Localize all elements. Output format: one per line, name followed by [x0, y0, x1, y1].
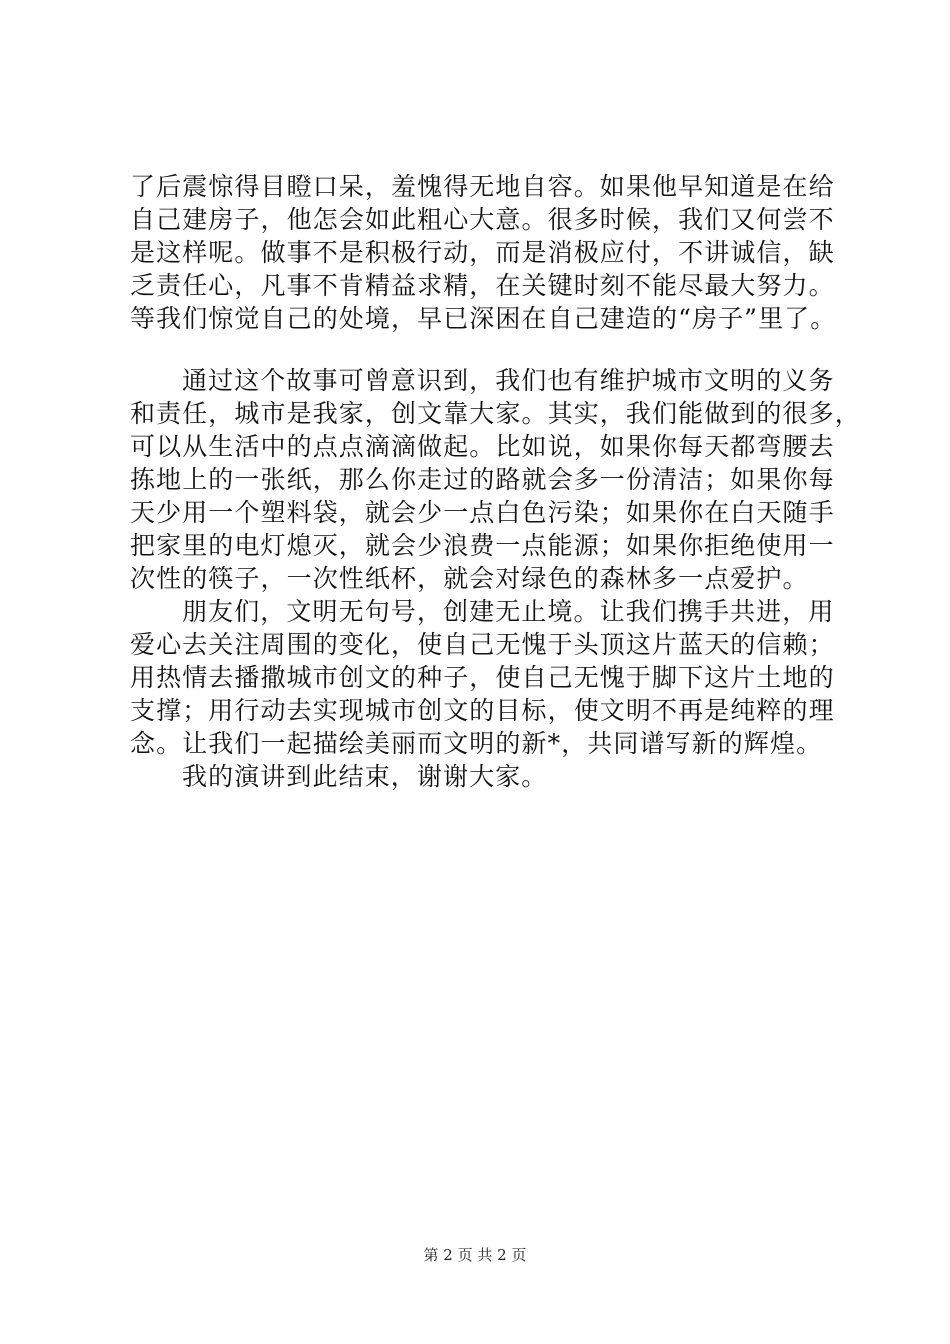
paragraph-story-ending: [130, 170, 837, 335]
text-line: 用热情去播撒城市创文的种子，使自己无愧于脚下这片土地的: [130, 663, 835, 692]
text-line: 等我们惊觉自己的处境，早已深困在自己建造的“房子”里了。: [130, 304, 837, 333]
text-line: 次性的筷子，一次性纸杯，就会对绿色的森林多一点爱护。: [130, 564, 809, 593]
text-line: 了后震惊得目瞪口呆，羞愧得无地自容。如果他早知道是在给: [130, 172, 835, 201]
paragraph-spacer: [130, 335, 830, 364]
text-line: 我的演讲到此结束，谢谢大家。: [182, 762, 548, 791]
document-body: [130, 170, 861, 793]
text-line: 自己建房子，他怎会如此粗心大意。很多时候，我们又何尝不: [130, 205, 835, 234]
text-line: 把家里的电灯熄灭，就会少浪费一点能源；如果你拒绝使用一: [130, 531, 835, 560]
text-line: 念。让我们一起描绘美丽而文明的新*，共同谱写新的辉煌。: [130, 729, 823, 758]
text-line: 爱心去关注周围的变化，使自己无愧于头顶这片蓝天的信赖；: [130, 630, 835, 659]
text-line: 拣地上的一张纸，那么你走过的路就会多一份清洁；如果你每: [130, 465, 835, 494]
text-line: 是这样呢。做事不是积极行动，而是消极应付，不讲诚信，缺: [130, 238, 835, 267]
text-line: 支撑；用行动去实现城市创文的目标，使文明不再是纯粹的理: [130, 696, 835, 725]
text-line: 和责任，城市是我家，创文靠大家。其实，我们能做到的很多，: [130, 399, 861, 428]
text-line: 乏责任心，凡事不肯精益求精，在关键时刻不能尽最大努力。: [130, 271, 835, 300]
paragraph-civic-duty: [130, 364, 861, 595]
paragraph-closing: [130, 760, 830, 793]
text-line: 可以从生活中的点点滴滴做起。比如说，如果你每天都弯腰去: [130, 432, 835, 461]
text-line: 通过这个故事可曾意识到，我们也有维护城市文明的义务: [182, 366, 835, 395]
page-footer: 第 2 页 共 2 页: [423, 1246, 527, 1264]
text-line: 天少用一个塑料袋，就会少一点白色污染；如果你在白天随手: [130, 498, 835, 527]
paragraph-call-to-action: [130, 595, 835, 760]
text-line: 朋友们，文明无句号，创建无止境。让我们携手共进，用: [182, 597, 835, 626]
